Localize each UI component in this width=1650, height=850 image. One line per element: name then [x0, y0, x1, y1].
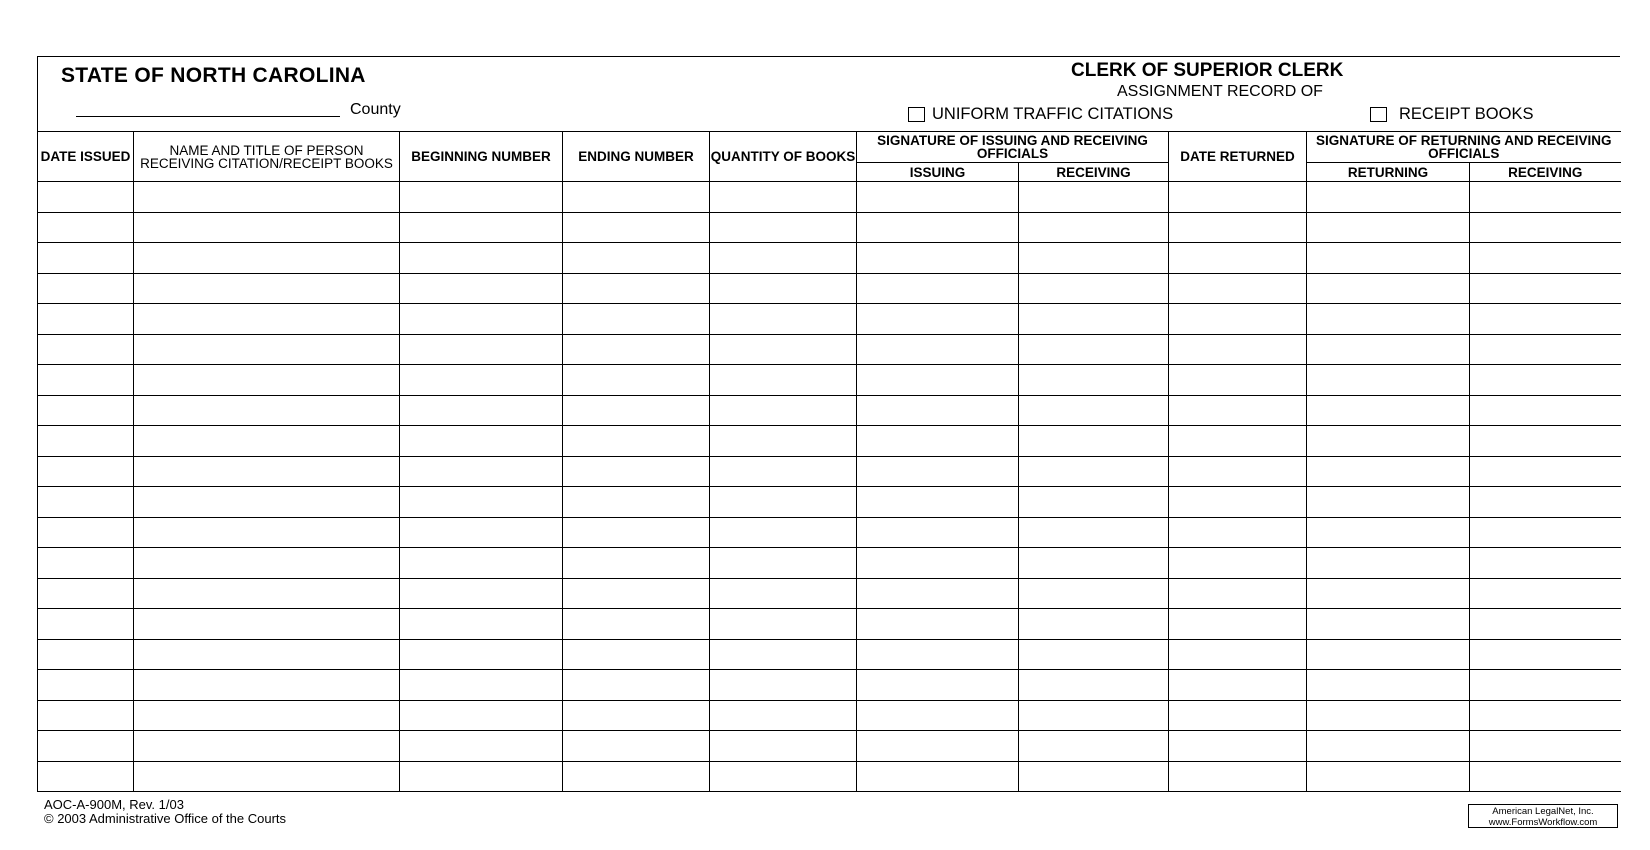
- table-cell[interactable]: [1307, 731, 1470, 762]
- table-cell[interactable]: [1470, 243, 1621, 274]
- table-cell[interactable]: [1019, 365, 1169, 396]
- table-cell[interactable]: [563, 731, 710, 762]
- table-cell[interactable]: [400, 456, 563, 487]
- table-cell[interactable]: [563, 639, 710, 670]
- table-cell[interactable]: [857, 670, 1019, 701]
- table-cell[interactable]: [1307, 700, 1470, 731]
- table-cell[interactable]: [710, 761, 857, 792]
- table-cell[interactable]: [1169, 182, 1307, 213]
- table-cell[interactable]: [38, 487, 134, 518]
- table-body: [38, 182, 1621, 792]
- form-id: AOC-A-900M, Rev. 1/03: [44, 797, 184, 812]
- group-issuing-signatures: SIGNATURE OF ISSUING AND RECEIVING OFFICIALS: [857, 132, 1169, 163]
- table-cell[interactable]: [1470, 426, 1621, 457]
- table-cell[interactable]: [134, 212, 400, 243]
- table-cell[interactable]: [134, 609, 400, 640]
- assignment-record-table: [37, 131, 1621, 792]
- table-cell[interactable]: [400, 365, 563, 396]
- table-cell[interactable]: [710, 700, 857, 731]
- table-cell[interactable]: [1307, 395, 1470, 426]
- table-cell[interactable]: [1470, 395, 1621, 426]
- table-cell[interactable]: [857, 334, 1019, 365]
- subcol-issuing: ISSUING: [857, 163, 1019, 182]
- table-cell[interactable]: [710, 609, 857, 640]
- table-cell[interactable]: [134, 456, 400, 487]
- group-returning-signatures: SIGNATURE OF RETURNING AND RECEIVING OFFICIALS: [1307, 132, 1621, 163]
- table-cell[interactable]: [400, 334, 563, 365]
- col-name-title: NAME AND TITLE OF PERSON RECEIVING CITATION/RECEIPT BOOKS: [134, 132, 400, 182]
- table-cell[interactable]: [38, 609, 134, 640]
- table-cell[interactable]: [134, 182, 400, 213]
- table-cell[interactable]: [38, 548, 134, 579]
- table-cell[interactable]: [1470, 273, 1621, 304]
- table-cell[interactable]: [1019, 243, 1169, 274]
- table-cell[interactable]: [1169, 212, 1307, 243]
- table-cell[interactable]: [38, 304, 134, 335]
- table-cell[interactable]: [857, 426, 1019, 457]
- table-cell[interactable]: [710, 456, 857, 487]
- table-cell[interactable]: [1169, 548, 1307, 579]
- table-cell[interactable]: [1470, 304, 1621, 335]
- table-cell[interactable]: [134, 670, 400, 701]
- table-cell[interactable]: [38, 273, 134, 304]
- table-cell[interactable]: [710, 548, 857, 579]
- table-cell[interactable]: [710, 304, 857, 335]
- table-cell[interactable]: [563, 334, 710, 365]
- table-cell[interactable]: [563, 395, 710, 426]
- table-cell[interactable]: [1307, 517, 1470, 548]
- table-cell[interactable]: [1470, 731, 1621, 762]
- table-cell[interactable]: [38, 761, 134, 792]
- table-cell[interactable]: [563, 273, 710, 304]
- col-ending-number: ENDING NUMBER: [563, 132, 710, 182]
- table-cell[interactable]: [563, 670, 710, 701]
- table-row: [38, 182, 1621, 213]
- table-cell[interactable]: [400, 395, 563, 426]
- table-cell[interactable]: [857, 365, 1019, 396]
- table-cell[interactable]: [134, 487, 400, 518]
- table-cell[interactable]: [710, 334, 857, 365]
- table-cell[interactable]: [400, 212, 563, 243]
- subcol-returning: RETURNING: [1307, 163, 1470, 182]
- table-cell[interactable]: [857, 761, 1019, 792]
- receipt-books-checkbox[interactable]: [1370, 107, 1387, 122]
- table-cell[interactable]: [1169, 334, 1307, 365]
- col-quantity: QUANTITY OF BOOKS: [710, 132, 857, 182]
- table-cell[interactable]: [710, 639, 857, 670]
- table-cell[interactable]: [134, 273, 400, 304]
- table-cell[interactable]: [1169, 487, 1307, 518]
- table-row: [38, 548, 1621, 579]
- table-cell[interactable]: [400, 487, 563, 518]
- table-row: [38, 609, 1621, 640]
- table-cell[interactable]: [400, 609, 563, 640]
- table-cell[interactable]: [400, 182, 563, 213]
- table-cell[interactable]: [1019, 731, 1169, 762]
- table-cell[interactable]: [710, 426, 857, 457]
- form-top-border: [37, 56, 1620, 57]
- table-cell[interactable]: [1169, 700, 1307, 731]
- table-cell[interactable]: [1019, 517, 1169, 548]
- table-cell[interactable]: [710, 731, 857, 762]
- table-cell[interactable]: [1169, 609, 1307, 640]
- table-cell[interactable]: [710, 517, 857, 548]
- table-cell[interactable]: [563, 243, 710, 274]
- table-cell[interactable]: [400, 243, 563, 274]
- table-cell[interactable]: [563, 456, 710, 487]
- table-cell[interactable]: [710, 212, 857, 243]
- table-cell[interactable]: [1307, 487, 1470, 518]
- table-cell[interactable]: [1019, 456, 1169, 487]
- table-cell[interactable]: [1470, 212, 1621, 243]
- table-cell[interactable]: [134, 426, 400, 457]
- table-cell[interactable]: [857, 212, 1019, 243]
- table-cell[interactable]: [857, 487, 1019, 518]
- table-cell[interactable]: [1470, 700, 1621, 731]
- table-cell[interactable]: [563, 609, 710, 640]
- table-cell[interactable]: [857, 639, 1019, 670]
- table-cell[interactable]: [1470, 487, 1621, 518]
- uniform-traffic-citations-checkbox[interactable]: [908, 107, 925, 122]
- table-cell[interactable]: [38, 426, 134, 457]
- table-cell[interactable]: [710, 395, 857, 426]
- table-cell[interactable]: [400, 731, 563, 762]
- table-cell[interactable]: [710, 670, 857, 701]
- col-beginning-number: BEGINNING NUMBER: [400, 132, 563, 182]
- county-label: County: [350, 101, 401, 118]
- table-cell[interactable]: [1169, 639, 1307, 670]
- table-cell[interactable]: [1019, 212, 1169, 243]
- table-cell[interactable]: [1470, 670, 1621, 701]
- table-row: [38, 578, 1621, 609]
- table-cell[interactable]: [1169, 731, 1307, 762]
- table-cell[interactable]: [134, 395, 400, 426]
- table-row: [38, 731, 1621, 762]
- table-cell[interactable]: [1307, 761, 1470, 792]
- table-cell[interactable]: [1169, 395, 1307, 426]
- table-cell[interactable]: [1470, 456, 1621, 487]
- table-cell[interactable]: [1307, 243, 1470, 274]
- table-cell[interactable]: [38, 395, 134, 426]
- table-cell[interactable]: [1307, 212, 1470, 243]
- table-cell[interactable]: [1307, 426, 1470, 457]
- table-cell[interactable]: [857, 304, 1019, 335]
- table-cell[interactable]: [1307, 578, 1470, 609]
- subcol-receiving-issue: RECEIVING: [1019, 163, 1169, 182]
- table-cell[interactable]: [1169, 761, 1307, 792]
- table-cell[interactable]: [134, 731, 400, 762]
- table-cell[interactable]: [1169, 365, 1307, 396]
- table-cell[interactable]: [38, 639, 134, 670]
- table-row: [38, 365, 1621, 396]
- table-cell[interactable]: [1019, 487, 1169, 518]
- table-cell[interactable]: [38, 212, 134, 243]
- assignment-record-label: ASSIGNMENT RECORD OF: [1117, 83, 1323, 100]
- table-cell[interactable]: [1307, 639, 1470, 670]
- table-cell[interactable]: [1169, 426, 1307, 457]
- table-row: [38, 761, 1621, 792]
- table-cell[interactable]: [710, 182, 857, 213]
- table-cell[interactable]: [563, 212, 710, 243]
- table-cell[interactable]: [1169, 304, 1307, 335]
- table-cell[interactable]: [400, 670, 563, 701]
- table-cell[interactable]: [400, 639, 563, 670]
- table-cell[interactable]: [1019, 639, 1169, 670]
- table-cell[interactable]: [38, 456, 134, 487]
- table-cell[interactable]: [1307, 304, 1470, 335]
- table-cell[interactable]: [857, 548, 1019, 579]
- table-row: [38, 395, 1621, 426]
- table-row: [38, 243, 1621, 274]
- table-cell[interactable]: [857, 700, 1019, 731]
- table-cell[interactable]: [1307, 182, 1470, 213]
- table-cell[interactable]: [857, 578, 1019, 609]
- table-cell[interactable]: [563, 426, 710, 457]
- table-cell[interactable]: [1169, 578, 1307, 609]
- table-cell[interactable]: [1470, 761, 1621, 792]
- table-cell[interactable]: [134, 365, 400, 396]
- uniform-traffic-citations-label: UNIFORM TRAFFIC CITATIONS: [932, 105, 1174, 123]
- table-cell[interactable]: [38, 517, 134, 548]
- table-cell[interactable]: [400, 548, 563, 579]
- table-cell[interactable]: [400, 304, 563, 335]
- table-cell[interactable]: [1169, 517, 1307, 548]
- table-cell[interactable]: [857, 273, 1019, 304]
- table-cell[interactable]: [1307, 670, 1470, 701]
- vendor-url: www.FormsWorkflow.com: [1488, 817, 1598, 828]
- table-cell[interactable]: [134, 304, 400, 335]
- table-cell[interactable]: [400, 517, 563, 548]
- table-cell[interactable]: [1307, 365, 1470, 396]
- table-row: [38, 639, 1621, 670]
- table-cell[interactable]: [1019, 334, 1169, 365]
- table-row: [38, 487, 1621, 518]
- table-cell[interactable]: [1169, 456, 1307, 487]
- table-cell[interactable]: [1019, 395, 1169, 426]
- table-cell[interactable]: [1019, 273, 1169, 304]
- table-cell[interactable]: [563, 517, 710, 548]
- table-cell[interactable]: [1307, 548, 1470, 579]
- table-row: [38, 212, 1621, 243]
- table-cell[interactable]: [134, 639, 400, 670]
- table-cell[interactable]: [134, 578, 400, 609]
- table-cell[interactable]: [1019, 182, 1169, 213]
- table-cell[interactable]: [710, 273, 857, 304]
- table-cell[interactable]: [1019, 761, 1169, 792]
- table-cell[interactable]: [1470, 517, 1621, 548]
- table-cell[interactable]: [1307, 609, 1470, 640]
- copyright-notice: © 2003 Administrative Office of the Courts: [44, 811, 287, 826]
- table-cell[interactable]: [1019, 700, 1169, 731]
- table-cell[interactable]: [400, 700, 563, 731]
- table-cell[interactable]: [400, 761, 563, 792]
- table-cell[interactable]: [38, 578, 134, 609]
- table-cell[interactable]: [563, 761, 710, 792]
- table-cell[interactable]: [710, 243, 857, 274]
- table-cell[interactable]: [1470, 609, 1621, 640]
- form-left-border: [37, 56, 38, 134]
- table-cell[interactable]: [1019, 578, 1169, 609]
- table-cell[interactable]: [857, 182, 1019, 213]
- table-cell[interactable]: [134, 517, 400, 548]
- table-cell[interactable]: [1019, 426, 1169, 457]
- table-row: [38, 670, 1621, 701]
- col-date-issued: DATE ISSUED: [38, 132, 134, 182]
- table-cell[interactable]: [857, 456, 1019, 487]
- county-input-line[interactable]: [76, 116, 340, 117]
- table-cell[interactable]: [38, 731, 134, 762]
- table-cell[interactable]: [134, 548, 400, 579]
- table-cell[interactable]: [38, 670, 134, 701]
- table-cell[interactable]: [1019, 609, 1169, 640]
- table-cell[interactable]: [400, 578, 563, 609]
- table-cell[interactable]: [38, 700, 134, 731]
- table-cell[interactable]: [1169, 273, 1307, 304]
- table-cell[interactable]: [38, 334, 134, 365]
- table-cell[interactable]: [1169, 243, 1307, 274]
- table-cell[interactable]: [38, 243, 134, 274]
- table-cell[interactable]: [857, 731, 1019, 762]
- state-title: STATE OF NORTH CAROLINA: [61, 64, 366, 87]
- table-cell[interactable]: [1470, 182, 1621, 213]
- table-cell[interactable]: [1307, 456, 1470, 487]
- table-cell[interactable]: [710, 487, 857, 518]
- clerk-title: CLERK OF SUPERIOR CLERK: [1071, 60, 1344, 81]
- table-cell[interactable]: [563, 700, 710, 731]
- table-cell[interactable]: [1470, 365, 1621, 396]
- table-cell[interactable]: [563, 304, 710, 335]
- vendor-box: [1468, 804, 1618, 828]
- table-cell[interactable]: [134, 761, 400, 792]
- table-cell[interactable]: [857, 395, 1019, 426]
- table-cell[interactable]: [400, 273, 563, 304]
- table-row: [38, 517, 1621, 548]
- table-cell[interactable]: [38, 182, 134, 213]
- table-cell[interactable]: [400, 426, 563, 457]
- table-row: [38, 304, 1621, 335]
- table-cell[interactable]: [563, 578, 710, 609]
- table-cell[interactable]: [1169, 670, 1307, 701]
- table-row: [38, 334, 1621, 365]
- table-row: [38, 700, 1621, 731]
- subcol-receiving-return: RECEIVING: [1470, 163, 1621, 182]
- table-cell[interactable]: [134, 700, 400, 731]
- table-cell[interactable]: [134, 334, 400, 365]
- table-cell[interactable]: [1470, 334, 1621, 365]
- table-cell[interactable]: [1307, 273, 1470, 304]
- table-cell[interactable]: [710, 578, 857, 609]
- table-cell[interactable]: [563, 487, 710, 518]
- table-cell[interactable]: [563, 548, 710, 579]
- table-cell[interactable]: [1019, 670, 1169, 701]
- col-date-returned: DATE RETURNED: [1169, 132, 1307, 182]
- table-cell[interactable]: [857, 517, 1019, 548]
- table-cell[interactable]: [134, 243, 400, 274]
- vendor-name: American LegalNet, Inc.: [1492, 806, 1594, 817]
- table-cell[interactable]: [1470, 639, 1621, 670]
- table-cell[interactable]: [1470, 578, 1621, 609]
- table-cell[interactable]: [563, 365, 710, 396]
- table-row: [38, 456, 1621, 487]
- table-cell[interactable]: [1019, 304, 1169, 335]
- table-cell[interactable]: [857, 243, 1019, 274]
- table-row: [38, 426, 1621, 457]
- table-cell[interactable]: [1307, 334, 1470, 365]
- table-row: [38, 273, 1621, 304]
- table-cell[interactable]: [1019, 548, 1169, 579]
- table-cell[interactable]: [1470, 548, 1621, 579]
- table-cell[interactable]: [563, 182, 710, 213]
- table-cell[interactable]: [857, 609, 1019, 640]
- table-cell[interactable]: [38, 365, 134, 396]
- table-cell[interactable]: [710, 365, 857, 396]
- receipt-books-label: RECEIPT BOOKS: [1399, 105, 1534, 123]
